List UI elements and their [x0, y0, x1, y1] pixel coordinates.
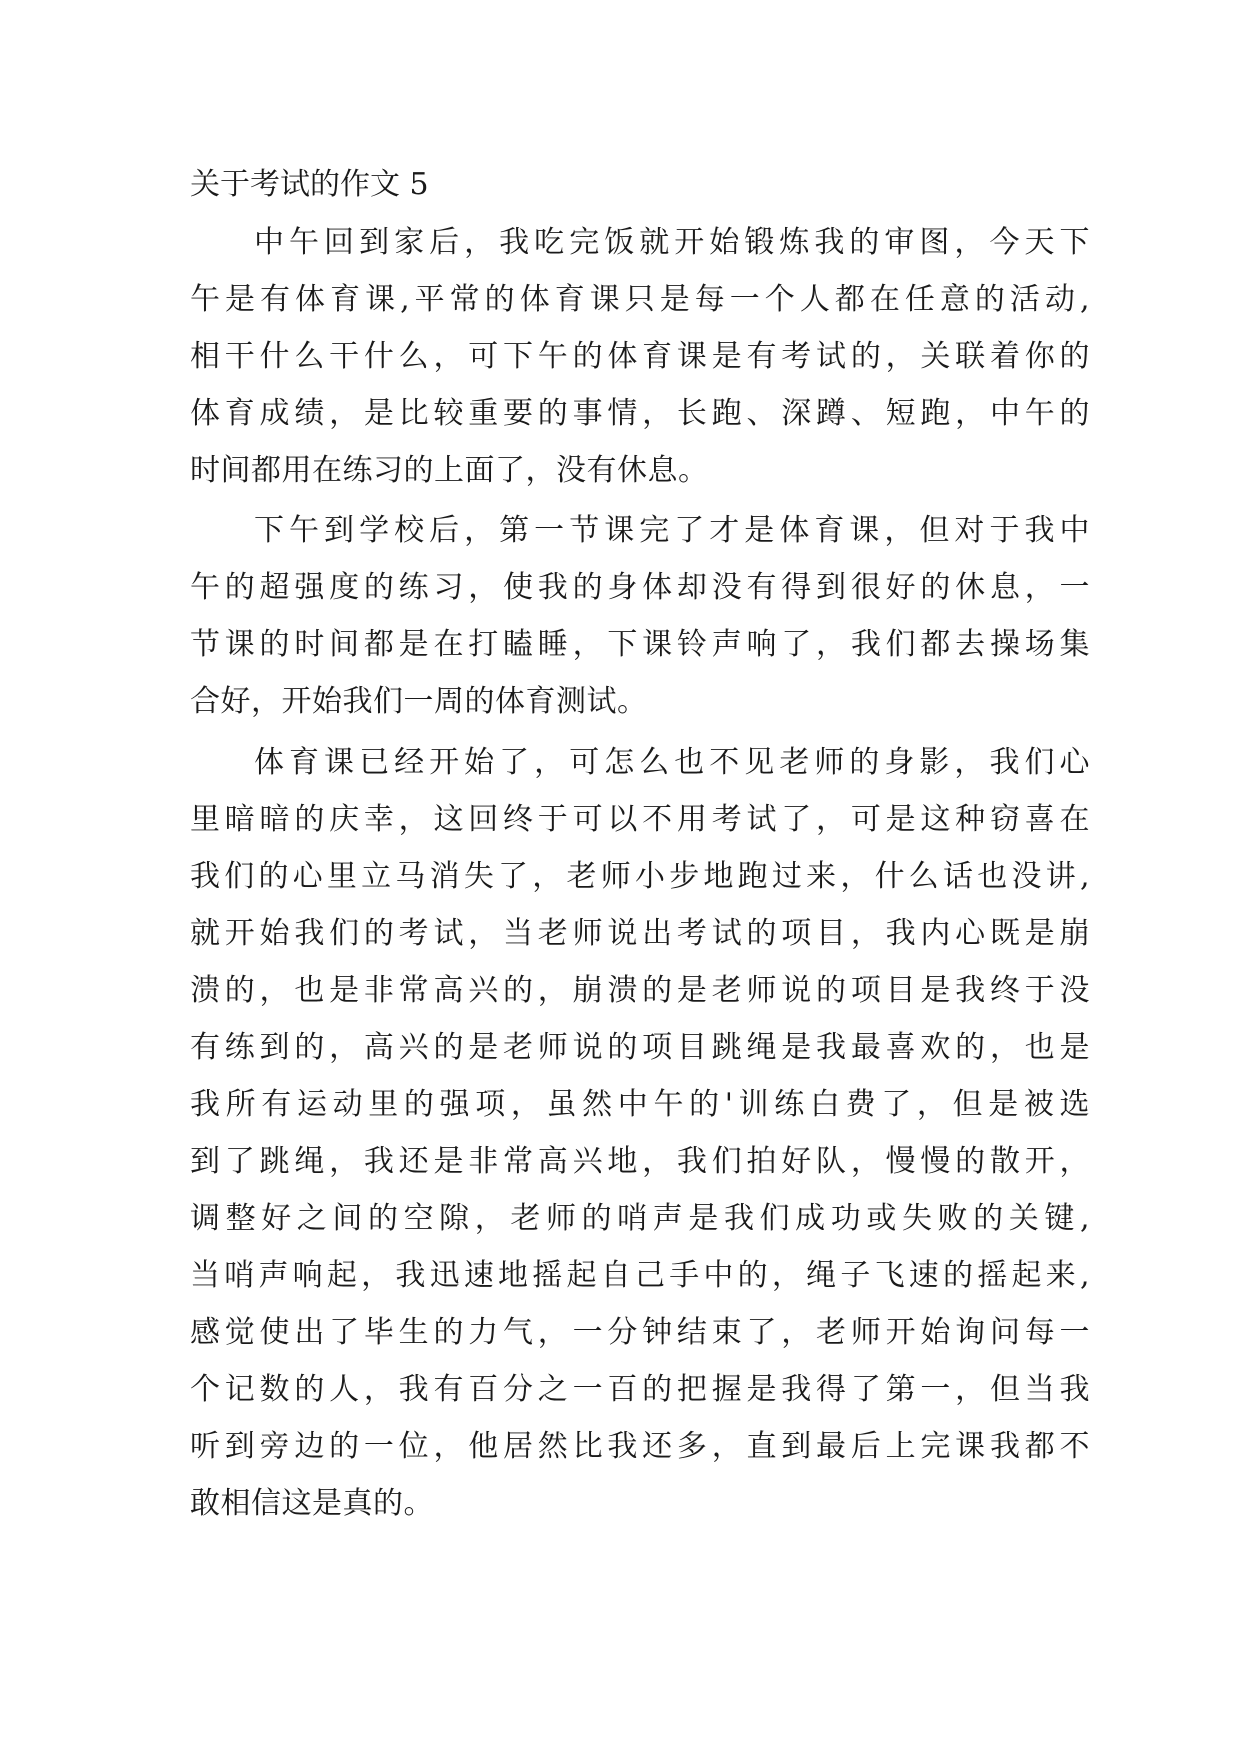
paragraph-2-line-2: 午的超强度的练习，使我的身体却没有得到很好的休息，一 [190, 570, 1090, 605]
paragraph-1-line-1: 中午回到家后，我吃完饭就开始锻炼我的审图，今天下 [254, 225, 1090, 260]
paragraph-3-line-5: 溃的，也是非常高兴的，崩溃的是老师说的项目是我终于没 [190, 973, 1090, 1008]
paragraph-3-line-9: 调整好之间的空隙，老师的哨声是我们成功或失败的关键, [190, 1201, 1090, 1236]
paragraph-3-line-12: 个记数的人，我有百分之一百的把握是我得了第一，但当我 [190, 1372, 1090, 1407]
paragraph-3-line-3: 我们的心里立马消失了，老师小步地跑过来，什么话也没讲, [190, 859, 1090, 894]
paragraph-2-line-3: 节课的时间都是在打瞌睡，下课铃声响了，我们都去操场集 [190, 627, 1090, 662]
paragraph-3-line-8: 到了跳绳，我还是非常高兴地，我们拍好队，慢慢的散开， [190, 1144, 1090, 1179]
paragraph-3-line-2: 里暗暗的庆幸，这回终于可以不用考试了，可是这种窃喜在 [190, 802, 1090, 837]
document-title: 关于考试的作文 5 [190, 167, 429, 202]
paragraph-3-line-1: 体育课已经开始了，可怎么也不见老师的身影，我们心 [254, 745, 1090, 780]
paragraph-3-line-10: 当哨声响起，我迅速地摇起自己手中的，绳子飞速的摇起来, [190, 1258, 1090, 1293]
paragraph-1-line-2: 午是有体育课,平常的体育课只是每一个人都在任意的活动, [190, 282, 1090, 317]
paragraph-1-line-4: 体育成绩，是比较重要的事情，长跑、深蹲、短跑，中午的 [190, 396, 1090, 431]
paragraph-3-line-11: 感觉使出了毕生的力气，一分钟结束了，老师开始询问每一 [190, 1315, 1090, 1350]
paragraph-3-line-13: 听到旁边的一位，他居然比我还多，直到最后上完课我都不 [190, 1429, 1090, 1464]
paragraph-3-line-7: 我所有运动里的强项，虽然中午的'训练白费了，但是被选 [190, 1087, 1090, 1122]
paragraph-3-line-6: 有练到的，高兴的是老师说的项目跳绳是我最喜欢的，也是 [190, 1030, 1090, 1065]
paragraph-1-line-3: 相干什么干什么，可下午的体育课是有考试的，关联着你的 [190, 339, 1090, 374]
paragraph-3-line-14: 敢相信这是真的。 [190, 1486, 434, 1521]
paragraph-3-line-4: 就开始我们的考试，当老师说出考试的项目，我内心既是崩 [190, 916, 1090, 951]
paragraph-2-line-4: 合好，开始我们一周的体育测试。 [190, 684, 648, 719]
paragraph-2-line-1: 下午到学校后，第一节课完了才是体育课，但对于我中 [254, 513, 1090, 548]
paragraph-1-line-5: 时间都用在练习的上面了，没有休息。 [190, 453, 709, 488]
